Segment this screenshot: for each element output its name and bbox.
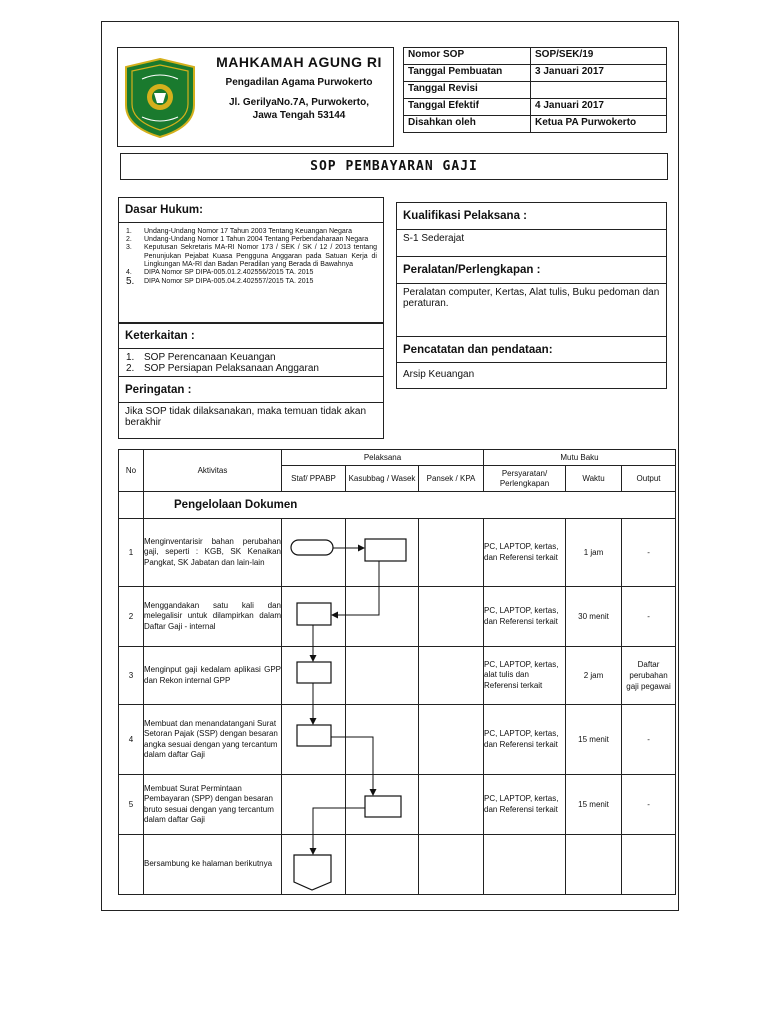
row-waktu: 2 jam <box>566 647 622 705</box>
kualifikasi-text: S-1 Sederajat <box>396 229 667 257</box>
row-persyaratan: PC, LAPTOP, kertas, dan Referensi terkait <box>484 587 566 647</box>
row-output: - <box>622 705 676 775</box>
table-row <box>119 775 676 835</box>
row-aktivitas: Menginventarisir bahan perubahan gaji, seperti : KGB, SK Kenaikan Pangkat, SK Jabatan dan lain-lain <box>144 519 282 587</box>
keterkaitan-list <box>118 348 384 377</box>
list-item: 2. SOP Persiapan Pelaksanaan Anggaran <box>126 363 319 374</box>
list-item-text: SOP Perencanaan Keuangan <box>144 352 276 363</box>
list-item-text: DIPA Nomor SP DIPA-005.01.2.402556/2015 TA. 2015 <box>144 269 314 277</box>
col-kasubbag-header: Kasubbag / Wasek <box>346 466 419 492</box>
sop-meta-table <box>403 47 667 133</box>
court-address <box>204 96 394 122</box>
meta-label: Tanggal Efektif <box>404 99 531 116</box>
table-row <box>119 835 676 895</box>
meta-label: Tanggal Revisi <box>404 82 531 99</box>
row-output: Daftar perubahan gaji pegawai <box>622 647 676 705</box>
meta-label: Tanggal Pembuatan <box>404 65 531 82</box>
row-persyaratan: PC, LAPTOP, kertas, dan Referensi terkait <box>484 519 566 587</box>
table-row <box>119 519 676 587</box>
list-item: 1. SOP Perencanaan Keuangan <box>126 352 276 363</box>
meta-row <box>404 116 667 133</box>
list-item-text: DIPA Nomor SP DIPA-005.04.2.402557/2015 TA. 2015 <box>144 278 314 286</box>
section-row <box>119 492 676 519</box>
row-output: - <box>622 775 676 835</box>
table-row <box>119 647 676 705</box>
col-pansek-header: Pansek / KPA <box>419 466 484 492</box>
row-aktivitas: Membuat Surat Permintaan Pembayaran (SPP) dengan besaran bruto sesuai dengan yang tercantum dalam daftar Gaji <box>144 775 282 835</box>
meta-row <box>404 65 667 82</box>
row-persyaratan: PC, LAPTOP, kertas, alat tulis dan Referensi terkait <box>484 647 566 705</box>
row-waktu: 15 menit <box>566 705 622 775</box>
meta-row <box>404 48 667 65</box>
list-item: 1. Undang-Undang Nomor 17 Tahun 2003 Tentang Keuangan Negara <box>126 228 377 236</box>
peralatan-heading: Peralatan/Perlengkapan : <box>396 256 667 284</box>
section-title: Pengelolaan Dokumen <box>144 492 676 519</box>
row-aktivitas: Bersambung ke halaman berikutnya <box>144 835 282 895</box>
row-no: 3 <box>119 647 144 705</box>
kualifikasi-heading: Kualifikasi Pelaksana : <box>396 202 667 230</box>
row-aktivitas: Menggandakan satu kali dan melegalisir untuk dilampirkan dalam Daftar Gaji - internal <box>144 587 282 647</box>
row-output: - <box>622 587 676 647</box>
list-item: 3. Keputusan Sekretaris MA-RI Nomor 173 / SEK / SK / 12 / 2013 tentang Penunjukan Pejabat Kuasa Pengguna Anggaran pada Satuan Kerja di Lingkungan MA-RI dan Badan Peradilan yang Berada di Bawahnya <box>126 244 377 268</box>
col-pelaksana-header: Pelaksana <box>282 450 484 466</box>
court-office: Pengadilan Agama Purwokerto <box>225 77 373 88</box>
col-staf-header: Staf/ PPABP <box>282 466 346 492</box>
procedure-table <box>118 449 676 895</box>
list-item-text: SOP Persiapan Pelaksanaan Anggaran <box>144 363 319 374</box>
meta-value: SOP/SEK/19 <box>531 48 667 65</box>
pencatatan-heading: Pencatatan dan pendataan: <box>396 336 667 363</box>
court-name: MAHKAMAH AGUNG RI <box>216 54 382 70</box>
meta-label: Disahkan oleh <box>404 116 531 133</box>
row-aktivitas: Membuat dan menandatangani Surat Setoran Pajak (SSP) dengan besaran angka sesuai dengan yang tercantum dalam daftar Gaji <box>144 705 282 775</box>
dasar-hukum-list <box>118 222 384 323</box>
row-persyaratan: PC, LAPTOP, kertas, dan Referensi terkait <box>484 775 566 835</box>
court-logo <box>124 57 196 139</box>
row-no: 2 <box>119 587 144 647</box>
table-row <box>119 587 676 647</box>
pencatatan-text: Arsip Keuangan <box>396 362 667 389</box>
peringatan-heading: Peringatan : <box>118 376 384 403</box>
meta-value <box>531 82 667 99</box>
row-no: 1 <box>119 519 144 587</box>
list-item: 5. DIPA Nomor SP DIPA-005.04.2.402557/2015 TA. 2015 <box>126 278 377 286</box>
list-item-text: Undang-Undang Nomor 1 Tahun 2004 Tentang Perbendaharaan Negara <box>144 236 369 244</box>
col-no-header: No <box>119 450 144 492</box>
list-item: 4. DIPA Nomor SP DIPA-005.01.2.402556/2015 TA. 2015 <box>126 269 377 277</box>
col-mutu-header: Mutu Baku <box>484 450 676 466</box>
keterkaitan-heading: Keterkaitan : <box>118 323 384 349</box>
col-aktivitas-header: Aktivitas <box>144 450 282 492</box>
meta-label: Nomor SOP <box>404 48 531 65</box>
row-no: 5 <box>119 775 144 835</box>
peringatan-text: Jika SOP tidak dilaksanakan, maka temuan tidak akan berakhir <box>118 402 384 439</box>
col-waktu-header: Waktu <box>566 466 622 492</box>
table-row <box>119 705 676 775</box>
row-output: - <box>622 519 676 587</box>
list-item-text: Undang-Undang Nomor 17 Tahun 2003 Tentang Keuangan Negara <box>144 228 352 235</box>
row-no: 4 <box>119 705 144 775</box>
address-line-1: Jl. GerilyaNo.7A, Purwokerto, <box>228 97 370 108</box>
list-item: 2. Undang-Undang Nomor 1 Tahun 2004 Tentang Perbendaharaan Negara <box>126 236 377 244</box>
row-aktivitas: Menginput gaji kedalam aplikasi GPP dan Rekon internal GPP <box>144 647 282 705</box>
row-persyaratan: PC, LAPTOP, kertas, dan Referensi terkait <box>484 705 566 775</box>
address-line-2: Jawa Tengah 53144 <box>252 110 346 121</box>
meta-value: Ketua PA Purwokerto <box>531 116 667 133</box>
sop-title: SOP PEMBAYARAN GAJI <box>120 153 668 180</box>
row-waktu: 1 jam <box>566 519 622 587</box>
dasar-hukum-heading: Dasar Hukum: <box>118 197 384 223</box>
table-header-row <box>119 450 676 466</box>
peralatan-text: Peralatan computer, Kertas, Alat tulis, Buku pedoman dan peraturan. <box>396 283 667 337</box>
col-output-header: Output <box>622 466 676 492</box>
row-no <box>119 835 144 895</box>
row-waktu: 30 menit <box>566 587 622 647</box>
mahkamah-agung-emblem-icon <box>124 57 196 139</box>
meta-row <box>404 99 667 116</box>
meta-row <box>404 82 667 99</box>
meta-value: 3 Januari 2017 <box>531 65 667 82</box>
meta-value: 4 Januari 2017 <box>531 99 667 116</box>
list-item-text: Keputusan Sekretaris MA-RI Nomor 173 / SEK / SK / 12 / 2013 tentang Penunjukan Pejabat Kuasa Pengguna Anggaran pada Satuan Kerja di Lingkungan MA-RI dan Badan Peradilan yang Berada di Bawahnya <box>144 244 377 268</box>
col-persyaratan-header: Persyaratan/ Perlengkapan <box>484 466 566 492</box>
row-waktu: 15 menit <box>566 775 622 835</box>
